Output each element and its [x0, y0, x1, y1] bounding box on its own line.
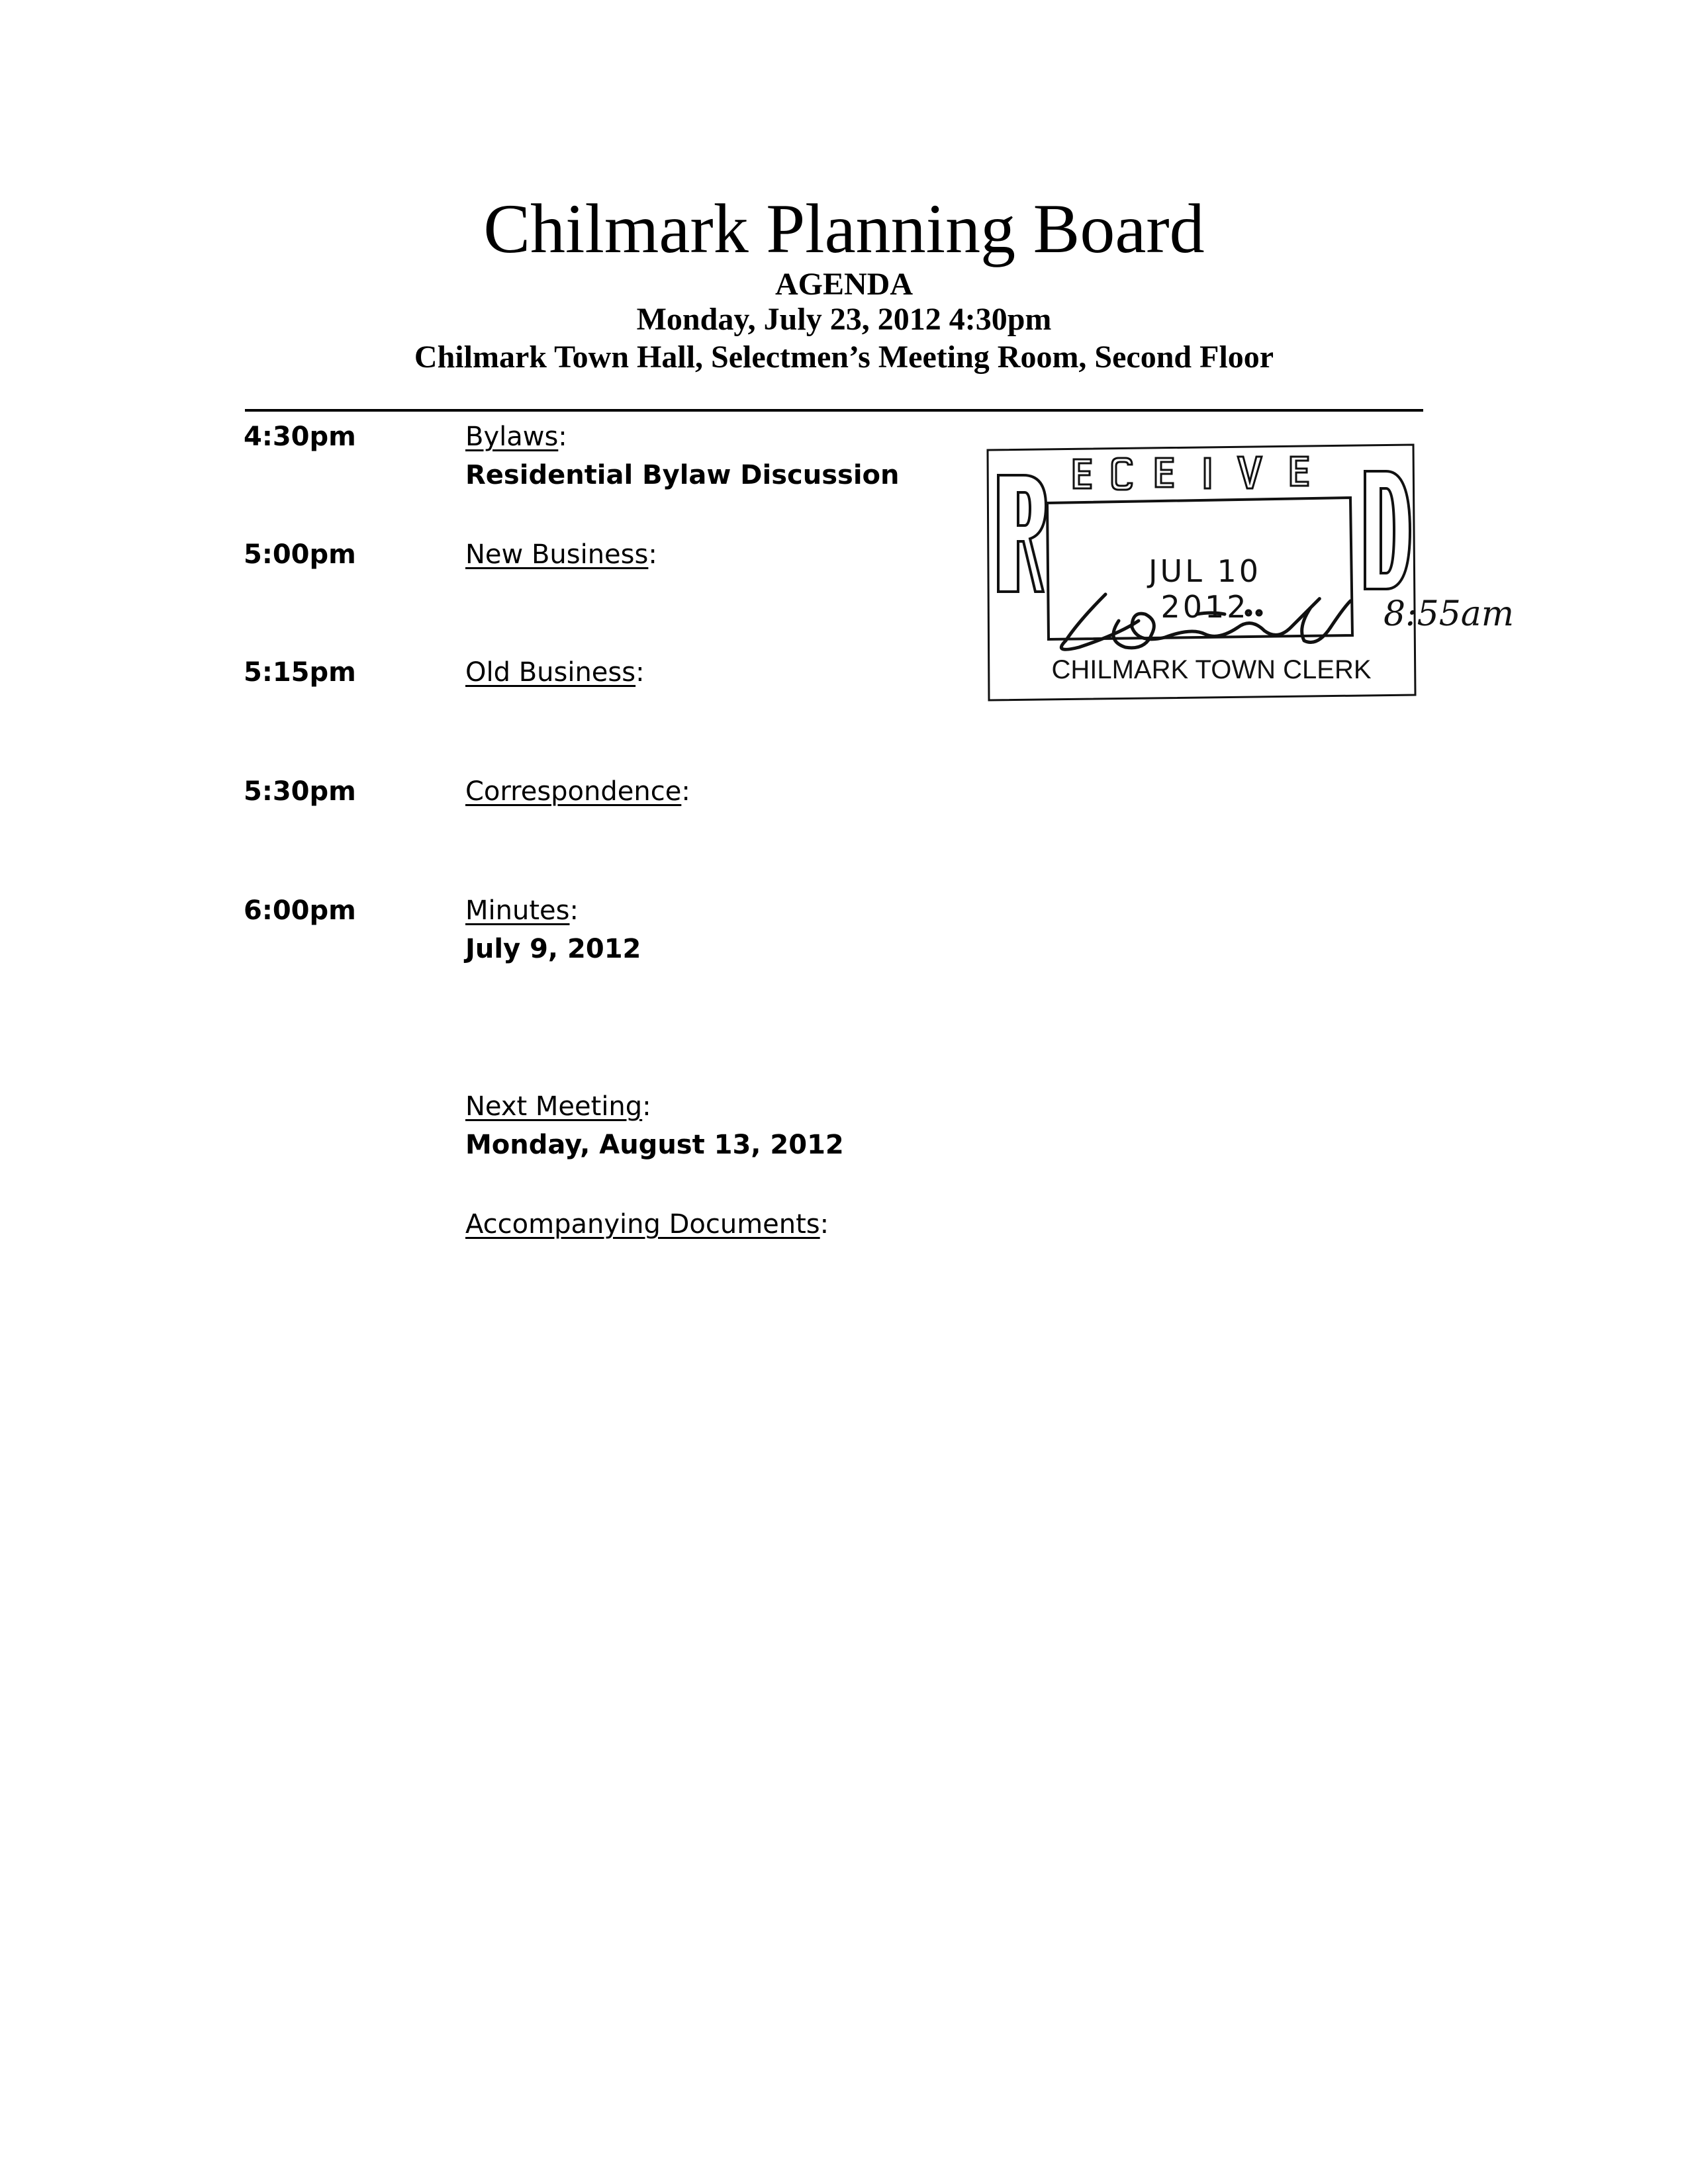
handwritten-signature: [1039, 581, 1410, 660]
agenda-heading: AGENDA: [774, 267, 913, 302]
agenda-time-4: 5:30pm: [244, 776, 356, 807]
agenda-label-minutes: Minutes:: [465, 895, 579, 926]
accompanying-documents-label: Accompanying Documents:: [465, 1209, 829, 1240]
next-meeting-label: Next Meeting:: [465, 1091, 651, 1122]
agenda-detail-minutes: July 9, 2012: [465, 934, 641, 964]
handwritten-time: 8:55am: [1383, 594, 1515, 634]
agenda-detail-bylaws: Residential Bylaw Discussion: [465, 460, 900, 490]
header-divider: [245, 409, 1423, 412]
agenda-label-old-business: Old Business:: [465, 657, 645, 688]
meeting-date-time: Monday, July 23, 2012 4:30pm: [636, 302, 1052, 337]
page-title: Chilmark Planning Board: [483, 190, 1205, 267]
stamp-clerk: CHILMARK TOWN CLERK: [1051, 655, 1372, 684]
meeting-location: Chilmark Town Hall, Selectmen’s Meeting Room, Second Floor: [414, 340, 1274, 375]
agenda-label-correspondence: Correspondence:: [465, 776, 690, 807]
stamp-date: JUL 10 2012: [1148, 553, 1262, 625]
agenda-label-bylaws: Bylaws:: [465, 422, 567, 452]
agenda-time-5: 6:00pm: [244, 895, 356, 926]
agenda-time-3: 5:15pm: [244, 657, 356, 688]
received-stamp: [986, 442, 1515, 707]
agenda-label-new-business: New Business:: [465, 539, 657, 570]
agenda-time-2: 5:00pm: [244, 539, 356, 570]
agenda-time-1: 4:30pm: [244, 422, 356, 452]
next-meeting-date: Monday, August 13, 2012: [465, 1130, 844, 1160]
